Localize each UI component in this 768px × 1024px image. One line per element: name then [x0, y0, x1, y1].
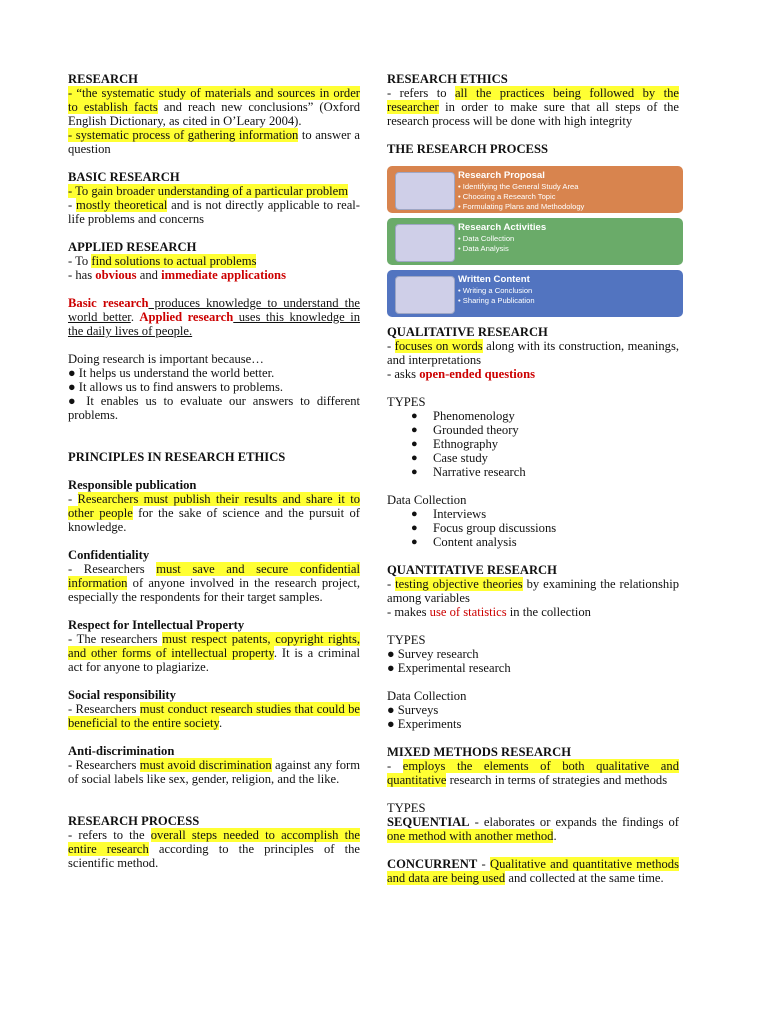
- right-column: [387, 72, 679, 885]
- quantitative-types-label: TYPES: [387, 633, 426, 647]
- intellectual-property-text: - The researchers must respect patents, copyright rights, and other forms of intellectual property. It is a criminal act for anyone to plagiarize.: [68, 632, 361, 674]
- research-process-text: - refers to the overall steps needed to accomplish the entire research according to the principles of the scientific method.: [68, 828, 360, 870]
- research-activities-box: [387, 218, 683, 265]
- list-item: ● Phenomenology: [411, 409, 679, 423]
- written-content-box: [387, 270, 683, 317]
- sequential-text: SEQUENTIAL - elaborates or expands the findings of one method with another method.: [387, 815, 679, 843]
- publication-text: - Researchers must publish their results and share it to other people for the sake of science and the pursuit of knowledge.: [68, 492, 360, 534]
- research-definition-1: - “the systematic study of materials and sources in order to establish facts and reach new conclusions” (Oxford English Dictionary, as cited in O’Leary 2004).: [68, 86, 360, 128]
- mixed-methods-heading: MIXED METHODS RESEARCH: [387, 745, 572, 759]
- research-process-heading: RESEARCH PROCESS: [68, 814, 200, 828]
- list-item: ● Surveys: [387, 703, 439, 717]
- box-item: • Choosing a Research Topic: [458, 192, 584, 202]
- box-item: • Data Collection: [458, 234, 514, 244]
- mixed-types-label: TYPES: [387, 801, 426, 815]
- concurrent-text: CONCURRENT - Qualitative and quantitative methods and data are being used and collected at the same time.: [387, 857, 679, 885]
- quantitative-heading: QUANTITATIVE RESEARCH: [387, 563, 557, 577]
- placeholder-image-icon: [395, 276, 455, 314]
- placeholder-image-icon: [395, 224, 455, 262]
- box-item: • Sharing a Publication: [458, 296, 535, 306]
- basic-research-heading: BASIC RESEARCH: [68, 170, 180, 184]
- qualitative-types-label: TYPES: [387, 395, 426, 409]
- intellectual-property-subheading: Respect for Intellectual Property: [68, 618, 245, 632]
- left-column: [68, 72, 360, 870]
- basic-research-line-2: - mostly theoretical and is not directly applicable to real-life problems and concerns: [68, 198, 360, 226]
- box-item: • Data Analysis: [458, 244, 514, 254]
- confidentiality-text: - Researchers must save and secure confidential information of anyone involved in the research project, especially the respondents for their target samples.: [68, 562, 360, 604]
- anti-discrimination-text: - Researchers must avoid discrimination against any form of social labels like sex, gender, religion, and the like.: [68, 758, 361, 786]
- research-process-diagram-heading: THE RESEARCH PROCESS: [387, 142, 548, 156]
- qualitative-heading: QUALITATIVE RESEARCH: [387, 325, 548, 339]
- list-item: ● Content analysis: [411, 535, 679, 549]
- qualitative-asks: - asks open-ended questions: [387, 367, 536, 381]
- research-ethics-heading: RESEARCH ETHICS: [387, 72, 508, 86]
- list-item: ● Experiments: [387, 717, 462, 731]
- box-item: • Formulating Plans and Methodology: [458, 202, 584, 212]
- research-ethics-text: - refers to all the practices being followed by the researcher in order to make sure that all steps of the research process will be done with high integrity: [387, 86, 679, 128]
- list-item: ● Interviews: [411, 507, 679, 521]
- list-item: ● Survey research: [387, 647, 479, 661]
- mixed-methods-text: - employs the elements of both qualitative and quantitative research in terms of strategies and methods: [387, 759, 679, 787]
- basic-vs-applied: Basic research produces knowledge to understand the world better. Applied research uses this knowledge in the daily lives of people.: [68, 296, 361, 338]
- confidentiality-subheading: Confidentiality: [68, 548, 150, 562]
- box-title: Research Proposal: [458, 170, 545, 181]
- anti-discrimination-subheading: Anti-discrimination: [68, 744, 175, 758]
- importance-bullet: ● It allows us to find answers to problems.: [68, 380, 284, 394]
- importance-intro: Doing research is important because…: [68, 352, 264, 366]
- importance-bullet: ● It helps us understand the world better.: [68, 366, 275, 380]
- research-proposal-box: [387, 166, 683, 213]
- social-responsibility-text: - Researchers must conduct research studies that could be beneficial to the entire society.: [68, 702, 360, 730]
- applied-research-heading: APPLIED RESEARCH: [68, 240, 197, 254]
- principles-heading: PRINCIPLES IN RESEARCH ETHICS: [68, 450, 286, 464]
- list-item: ● Narrative research: [411, 465, 679, 479]
- quantitative-makes: - makes use of statistics in the collection: [387, 605, 591, 619]
- qualitative-dc-list: [387, 507, 679, 549]
- qualitative-dc-label: Data Collection: [387, 493, 467, 507]
- social-responsibility-subheading: Social responsibility: [68, 688, 176, 702]
- list-item: ● Experimental research: [387, 661, 511, 675]
- list-item: ● Case study: [411, 451, 679, 465]
- list-item: ● Focus group discussions: [411, 521, 679, 535]
- list-item: ● Ethnography: [411, 437, 679, 451]
- quantitative-text: - testing objective theories by examining the relationship among variables: [387, 577, 680, 605]
- research-definition-2: - systematic process of gathering information to answer a question: [68, 128, 360, 156]
- placeholder-image-icon: [395, 172, 455, 210]
- applied-research-line-2: - has obvious and immediate applications: [68, 268, 286, 282]
- box-item: • Writing a Conclusion: [458, 286, 535, 296]
- research-process-diagram: [387, 166, 683, 317]
- research-heading: RESEARCH: [68, 72, 138, 86]
- box-title: Research Activities: [458, 222, 547, 233]
- box-item: • Identifying the General Study Area: [458, 182, 584, 192]
- importance-bullet: ● It enables us to evaluate our answers to different problems.: [68, 394, 360, 422]
- quantitative-dc-label: Data Collection: [387, 689, 467, 703]
- qualitative-types-list: [387, 409, 679, 479]
- box-title: Written Content: [458, 274, 530, 285]
- applied-research-line-1: - To find solutions to actual problems: [68, 254, 257, 268]
- publication-subheading: Responsible publication: [68, 478, 197, 492]
- qualitative-text: - focuses on words along with its construction, meanings, and interpretations: [387, 339, 679, 367]
- basic-research-line-1: - To gain broader understanding of a particular problem: [68, 184, 349, 198]
- list-item: ● Grounded theory: [411, 423, 679, 437]
